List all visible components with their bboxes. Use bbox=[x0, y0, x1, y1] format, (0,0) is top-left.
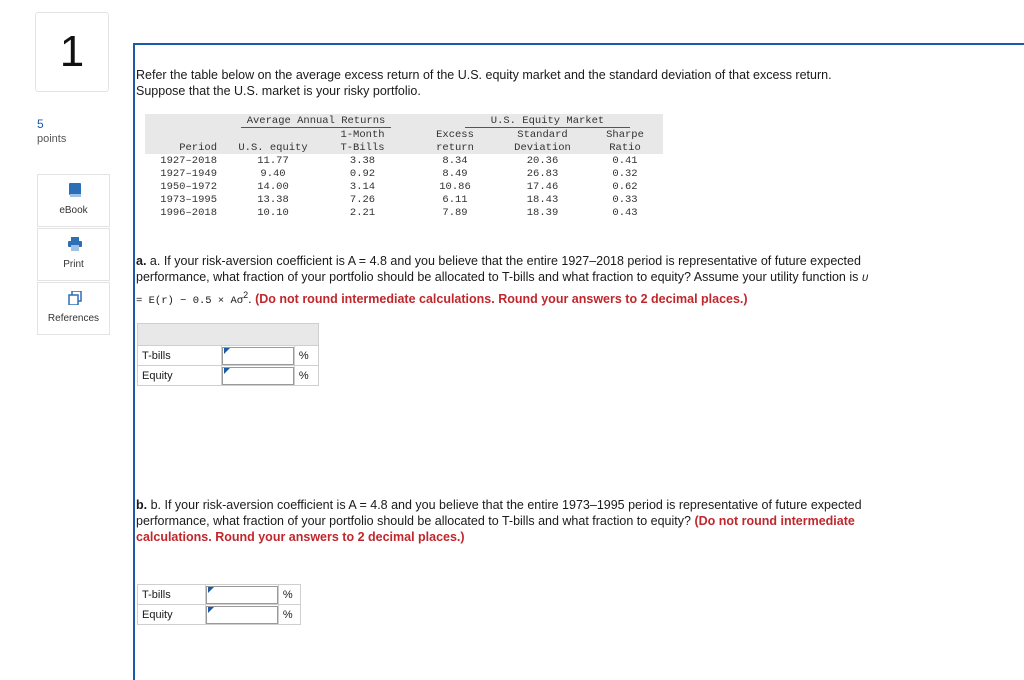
formula-exponent: 2 bbox=[243, 290, 249, 300]
header-std-line2: Deviation bbox=[514, 142, 571, 154]
part-a-tbills-label: T-bills bbox=[138, 346, 222, 366]
table-cell-excess: 8.34 bbox=[442, 155, 468, 167]
table-cell-tbills: 7.26 bbox=[349, 194, 376, 206]
part-a-equity-input[interactable] bbox=[222, 367, 293, 385]
part-a-line-3 bbox=[136, 287, 976, 309]
utility-variable: U bbox=[861, 273, 869, 285]
part-a-equity-label: Equity bbox=[138, 366, 222, 386]
part-b-instructions-1: (Do not round intermediate bbox=[694, 514, 855, 528]
ebook-label: eBook bbox=[59, 205, 88, 216]
header-excess-line2: return bbox=[436, 142, 474, 154]
question-intro bbox=[136, 67, 936, 99]
table-cell-period: 1927–2018 bbox=[160, 155, 217, 167]
part-b-equity-label: Equity bbox=[138, 605, 206, 625]
table-cell-sharpe: 0.33 bbox=[612, 194, 638, 206]
part-a-line-1-text: a. If your risk-aversion coefficient is A = 4.8 and you believe that the entire 1927–2018 period is representative of future expected bbox=[149, 254, 861, 268]
table-cell-sharpe: 0.41 bbox=[612, 155, 638, 167]
part-b-tbills-input[interactable] bbox=[206, 586, 277, 604]
header-us-equity: U.S. equity bbox=[238, 142, 308, 154]
input-flag-icon bbox=[208, 607, 214, 613]
table-cell-period: 1973–1995 bbox=[160, 194, 217, 206]
part-b-answer-table bbox=[137, 584, 301, 625]
table-cell-equity: 14.00 bbox=[257, 181, 289, 193]
table-cell-excess: 7.89 bbox=[442, 207, 468, 219]
header-sharpe-line1: Sharpe bbox=[606, 129, 644, 141]
header-tbills-line1: 1-Month bbox=[340, 129, 385, 141]
input-flag-icon bbox=[224, 348, 230, 354]
ebook-button[interactable] bbox=[37, 174, 110, 227]
table-cell-equity: 9.40 bbox=[260, 168, 286, 180]
table-cell-tbills: 3.14 bbox=[349, 181, 376, 193]
table-cell-tbills: 2.21 bbox=[349, 207, 376, 219]
part-b-tbills-label: T-bills bbox=[138, 585, 206, 605]
print-button[interactable] bbox=[37, 228, 110, 281]
table-cell-period: 1927–1949 bbox=[160, 168, 217, 180]
header-std-line1: Standard bbox=[517, 129, 568, 141]
table-cell-excess: 10.86 bbox=[439, 181, 471, 193]
table-cell-period: 1996–2018 bbox=[160, 207, 217, 219]
table-cell-std: 18.39 bbox=[526, 207, 559, 219]
part-b-question bbox=[136, 497, 976, 545]
table-cell-excess: 6.11 bbox=[442, 194, 468, 206]
part-a-line-1: a. a. If your risk-aversion coefficient is A = 4.8 and you believe that the entire 1927–2018 period is representative of future expected bbox=[136, 254, 861, 268]
formula-end: . bbox=[248, 292, 252, 307]
table-cell-sharpe: 0.62 bbox=[612, 181, 638, 193]
table-cell-excess: 8.49 bbox=[442, 168, 468, 180]
input-flag-icon bbox=[224, 368, 230, 374]
part-a-instructions: (Do not round intermediate calculations. Round your answers to 2 decimal places.) bbox=[255, 292, 748, 307]
documents-icon bbox=[68, 291, 82, 305]
table-cell-std: 20.36 bbox=[526, 155, 559, 167]
part-b-row-equity bbox=[138, 605, 301, 625]
part-b-line-1-text: b. If your risk-aversion coefficient is A = 4.8 and you believe that the entire 1973–1995 period is representative of future expected bbox=[150, 498, 862, 512]
group-header-average-returns: Average Annual Returns bbox=[241, 115, 391, 128]
table-cell-tbills: 3.38 bbox=[349, 155, 376, 167]
table-cell-equity: 11.77 bbox=[257, 155, 289, 167]
header-period: Period bbox=[179, 142, 217, 154]
utility-formula: = E(r) − 0.5 × Aσ bbox=[136, 295, 244, 308]
part-a-answer-header bbox=[138, 324, 319, 346]
part-a-answer-table bbox=[137, 323, 319, 386]
table-cell-sharpe: 0.32 bbox=[612, 168, 638, 180]
table-cell-equity: 10.10 bbox=[257, 207, 289, 219]
part-b-line-1: b. b. If your risk-aversion coefficient is A = 4.8 and you believe that the entire 1973–1995 period is representative of future expected bbox=[136, 498, 862, 512]
table-cell-equity: 13.38 bbox=[257, 194, 289, 206]
references-label: References bbox=[47, 313, 100, 324]
part-b-equity-unit: % bbox=[278, 605, 300, 625]
printer-icon bbox=[68, 237, 82, 251]
part-a-row-equity bbox=[138, 366, 319, 386]
part-b-tbills-unit: % bbox=[278, 585, 300, 605]
part-a-question bbox=[136, 253, 976, 309]
part-a-equity-unit: % bbox=[294, 366, 318, 386]
print-label: Print bbox=[63, 259, 84, 270]
table-cell-period: 1950–1972 bbox=[160, 181, 217, 193]
part-a-row-tbills bbox=[138, 346, 319, 366]
header-tbills-line2: T-Bills bbox=[340, 142, 385, 154]
table-cell-std: 17.46 bbox=[526, 181, 559, 193]
header-excess-line1: Excess bbox=[436, 129, 474, 141]
table-cell-std: 18.43 bbox=[526, 194, 559, 206]
part-a-tbills-input[interactable] bbox=[222, 347, 293, 365]
references-button[interactable] bbox=[37, 282, 110, 335]
input-flag-icon bbox=[208, 587, 214, 593]
part-b-line-2 bbox=[136, 513, 976, 529]
table-cell-std: 26.83 bbox=[526, 168, 559, 180]
intro-line-1: Refer the table below on the average excess return of the U.S. equity market and the standard deviation of that excess return. bbox=[136, 68, 832, 82]
intro-line-2: Suppose that the U.S. market is your risky portfolio. bbox=[136, 84, 421, 98]
header-sharpe-line2: Ratio bbox=[609, 142, 641, 154]
table-cell-tbills: 0.92 bbox=[349, 168, 376, 180]
group-header-equity-market: U.S. Equity Market bbox=[465, 115, 630, 128]
part-a-tbills-unit: % bbox=[294, 346, 318, 366]
part-b-instructions-2: calculations. Round your answers to 2 decimal places.) bbox=[136, 530, 465, 544]
table-cell-sharpe: 0.43 bbox=[612, 207, 638, 219]
points-value: 5 bbox=[37, 117, 44, 131]
question-number: 1 bbox=[35, 12, 109, 92]
book-icon bbox=[68, 183, 82, 197]
points-label: points bbox=[37, 133, 67, 145]
part-b-equity-input[interactable] bbox=[206, 606, 277, 624]
part-a-line-2-text: performance, what fraction of your portfolio should be allocated to T-bills and what fraction to equity? Assume your utility function is bbox=[136, 270, 859, 284]
part-b-line-2-text: performance, what fraction of your portfolio should be allocated to T-bills and what fraction to equity? bbox=[136, 514, 691, 528]
part-a-line-2 bbox=[136, 269, 976, 287]
part-b-line-3 bbox=[136, 529, 976, 545]
part-b-row-tbills bbox=[138, 585, 301, 605]
